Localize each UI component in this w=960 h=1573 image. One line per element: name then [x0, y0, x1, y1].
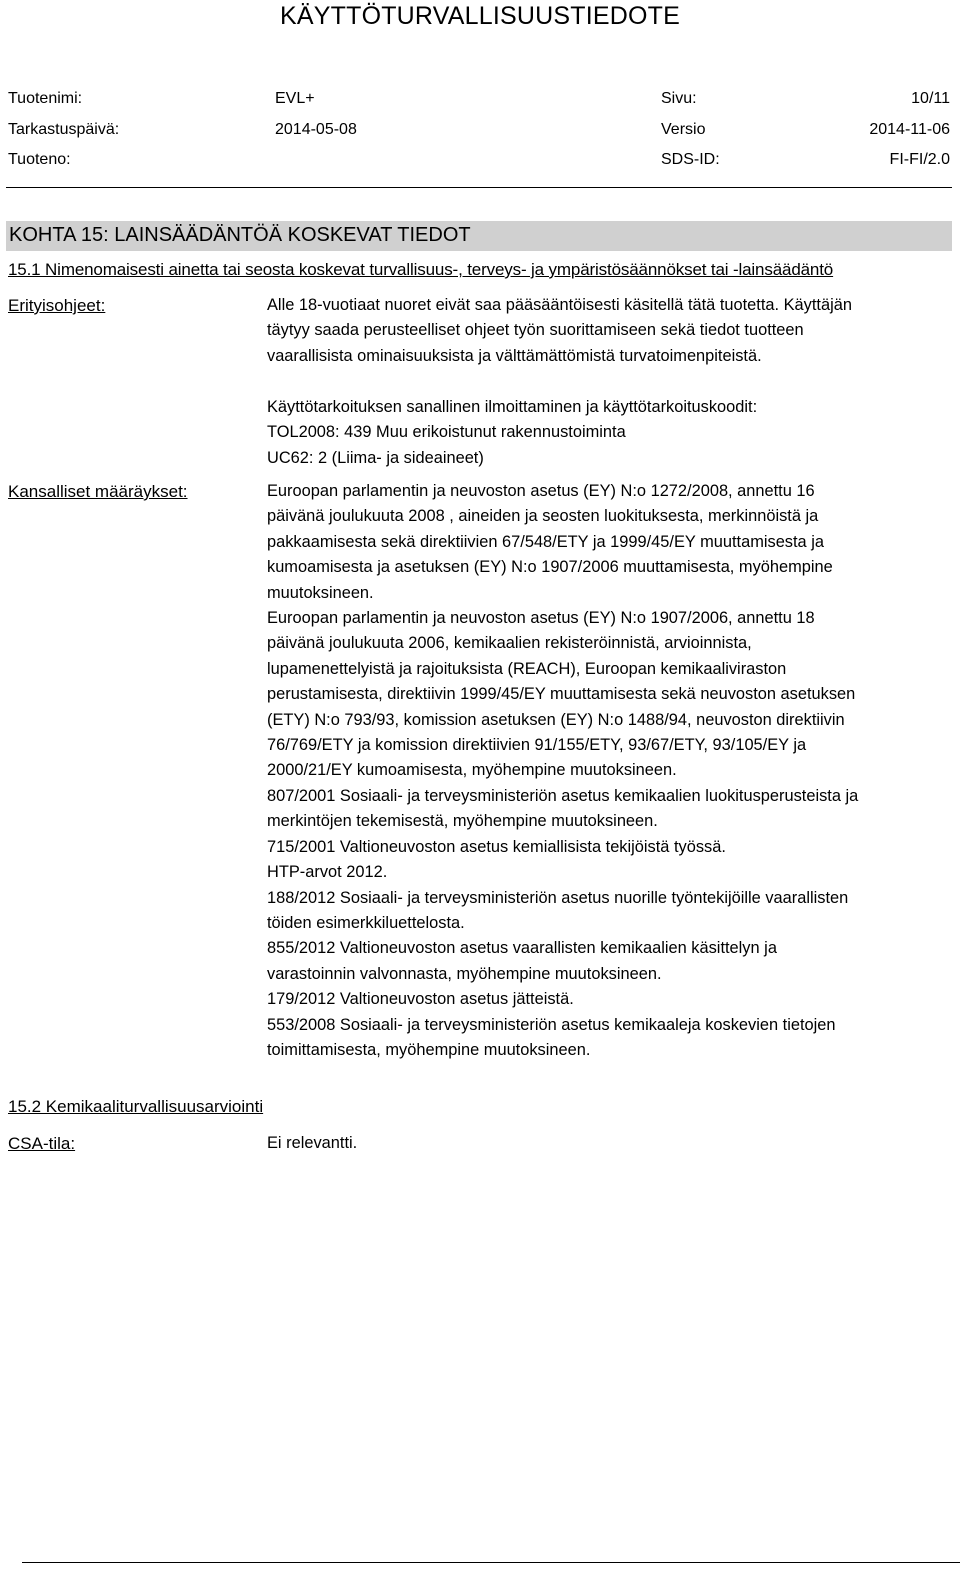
review-date-label: Tarkastuspäivä:: [8, 121, 120, 138]
csa-status-label: CSA-tila:: [8, 1134, 76, 1153]
usage-codes-text: Käyttötarkoituksen sanallinen ilmoittaminen ja käyttötarkoituskoodit: TOL2008: 439 Muu erikoistunut rakennustoiminta UC62: 2 (Liima- ja sideaineet): [267, 398, 758, 467]
sds-id-label: SDS-ID:: [661, 151, 720, 168]
header-divider: [6, 187, 952, 188]
national-regulations-text: Euroopan parlamentin ja neuvoston asetus (EY) N:o 1272/2008, annettu 16 päivänä joulukuuta 2008 , aineiden ja seosten luokituksesta, merkinnöistä ja pakkaamisesta sekä direktiivien 67/548/ETY ja 1999/45/EY muuttamisesta ja kumoamisesta ja asetuksen (EY) N:o 1907/2006 muuttamisesta, myöhempine muutoksineen. Euroopan parlamentin ja neuvoston asetus (EY) N:o 1907/2006, annettu 18 päivänä joulukuuta 2006, kemikaalien rekisteröinnistä, arvioinnista, lupamenettelyistä ja rajoituksista (REACH), Euroopan kemikaaliviraston perustamisesta, direktiivin 1999/45/EY muuttamisesta sekä neuvoston asetuksen (ETY) N:o 793/93, komission asetuksen (EY) N:o 1488/94, neuvoston direktiivin 76/769/ETY ja komission direktiivien 91/155/ETY, 93/67/ETY, 93/105/EY ja 2000/21/EY kumoamisesta, myöhempine muutoksineen. 807/2001 Sosiaali- ja terveysministeriön asetus kemikaalien luokitusperusteista ja merkintöjen tekemisestä, myöhempine muutoksineen. 715/2001 Valtioneuvoston asetus kemiallisista tekijöistä työssä. HTP-arvot 2012. 188/2012 Sosiaali- ja terveysministeriön asetus nuorille työntekijöille vaarallisten töiden esimerkkiluettelosta. 855/2012 Valtioneuvoston asetus vaarallisten kemikaalien käsittelyn ja varastoinnin valvonnasta, myöhempine muutoksineen. 179/2012 Valtioneuvoston asetus jätteistä. 553/2008 Sosiaali- ja terveysministeriön asetus kemikaaleja koskevien tietojen toimittamisesta, myöhempine muutoksineen.: [267, 482, 859, 1059]
version-value: 2014-11-06: [869, 121, 950, 138]
subsection-15-2-heading: 15.2 Kemikaaliturvallisuusarviointi: [8, 1097, 264, 1116]
review-date-value: 2014-05-08: [275, 121, 357, 138]
product-name-value: EVL+: [275, 90, 315, 107]
special-instructions-label: Erityisohjeet:: [8, 296, 106, 315]
section-heading-bar: [6, 221, 952, 251]
document-title: KÄYTTÖTURVALLISUUSTIEDOTE: [280, 2, 680, 30]
national-regulations-label: Kansalliset määräykset:: [8, 482, 188, 501]
section-heading: KOHTA 15: LAINSÄÄDÄNTÖÄ KOSKEVAT TIEDOT: [9, 224, 471, 246]
product-no-label: Tuoteno:: [8, 151, 71, 168]
version-label: Versio: [661, 121, 706, 138]
special-instructions-text: Alle 18-vuotiaat nuoret eivät saa pääsääntöisesti käsitellä tätä tuotetta. Käyttäjän täytyy saada perusteelliset ohjeet työn suorittamiseen sekä tiedot tuotteen vaarallisista ominaisuuksista ja välttämättömistä turvatoimenpiteistä.: [267, 296, 852, 365]
product-name-label: Tuotenimi:: [8, 90, 83, 107]
footer-divider: [22, 1562, 960, 1563]
page-number: 10/11: [911, 90, 950, 107]
page-label: Sivu:: [661, 90, 697, 107]
sds-id-value: FI-FI/2.0: [889, 151, 950, 168]
subsection-15-1-heading: 15.1 Nimenomaisesti ainetta tai seosta koskevat turvallisuus-, terveys- ja ympäristösäännökset tai -lainsäädäntö: [8, 260, 834, 279]
csa-status-value: Ei relevantti.: [267, 1134, 358, 1152]
